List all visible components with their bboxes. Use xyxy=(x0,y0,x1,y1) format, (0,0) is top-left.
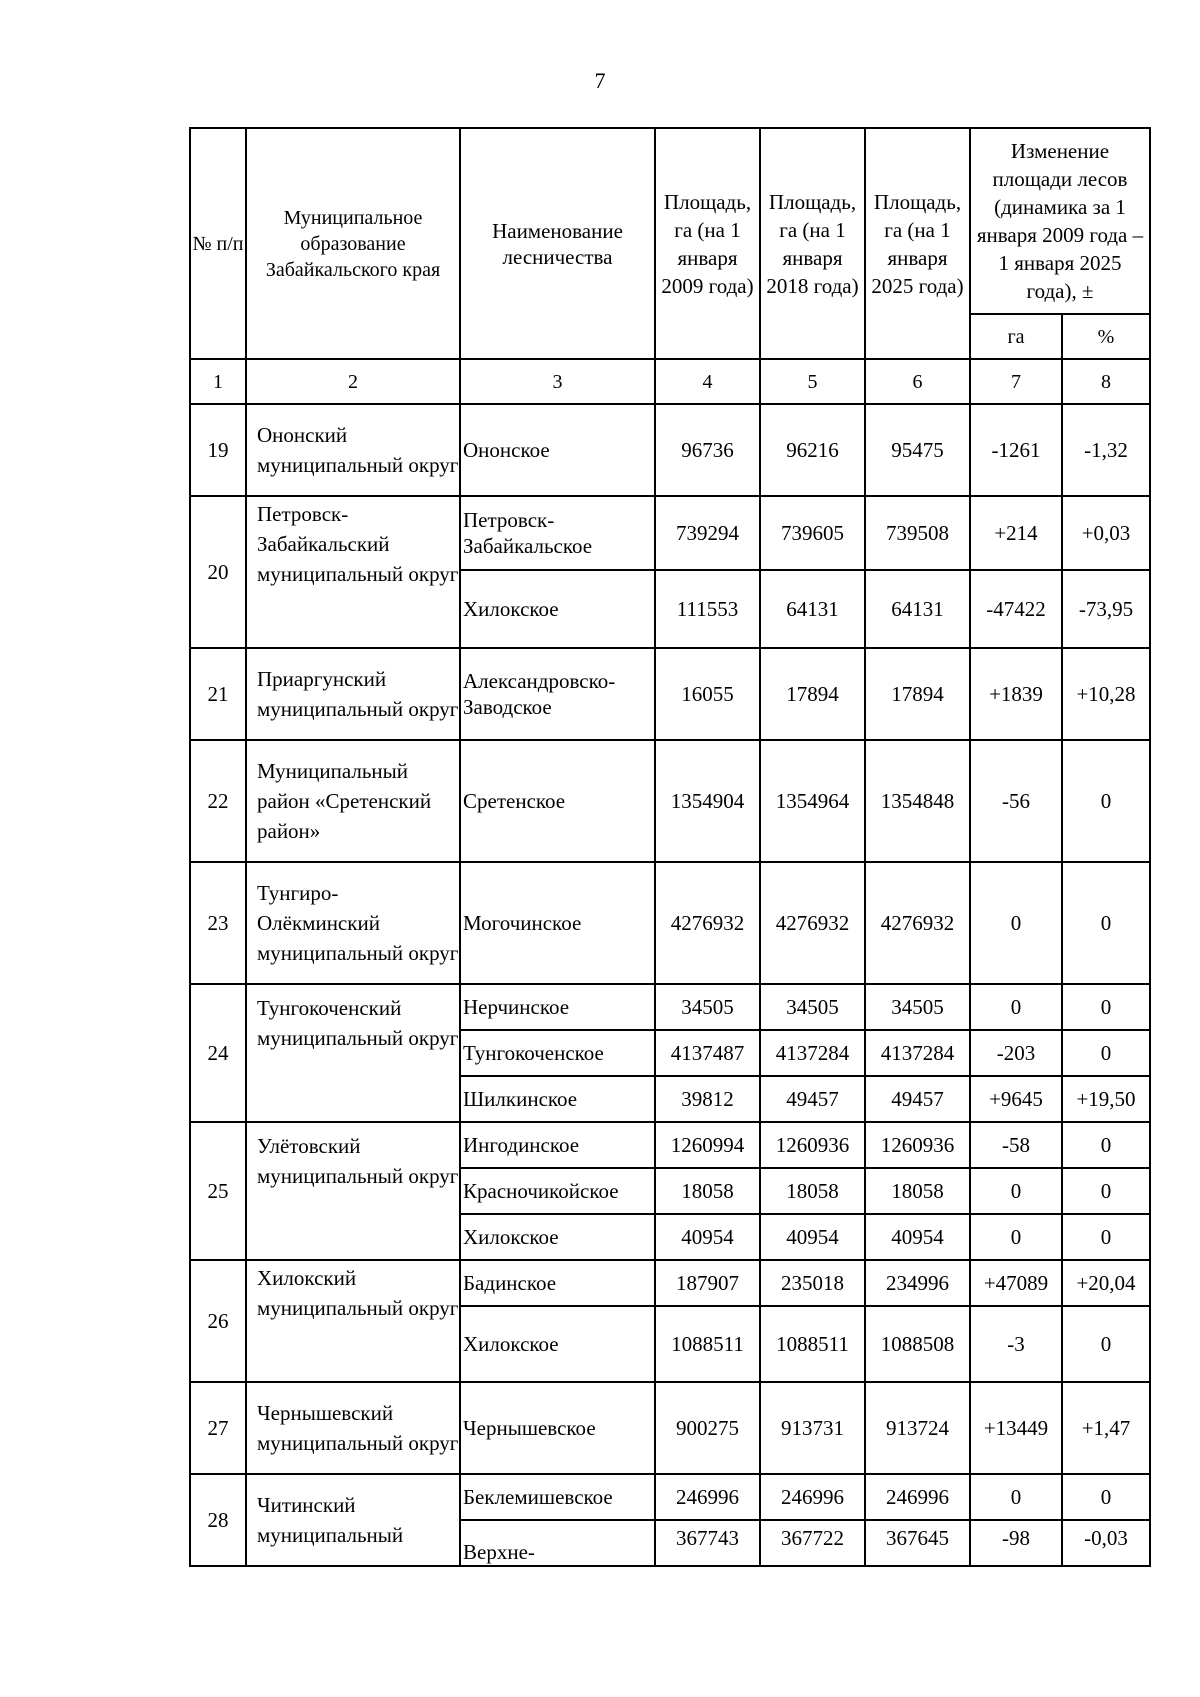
area-2018: 235018 xyxy=(760,1260,865,1306)
forestry-name: Хилокское xyxy=(460,1306,655,1382)
municipality-name: Улётовский муниципальный округ xyxy=(246,1122,460,1260)
change-pct: +20,04 xyxy=(1062,1260,1150,1306)
change-pct: 0 xyxy=(1062,1030,1150,1076)
area-2025: 34505 xyxy=(865,984,970,1030)
column-number: 5 xyxy=(760,359,865,404)
area-2025: 739508 xyxy=(865,496,970,570)
change-ha: 0 xyxy=(970,862,1062,984)
table-row xyxy=(190,862,1150,984)
area-2018: 739605 xyxy=(760,496,865,570)
area-2025: 49457 xyxy=(865,1076,970,1122)
area-2018: 367722 xyxy=(760,1520,865,1566)
change-pct: +1,47 xyxy=(1062,1382,1150,1474)
change-pct: +0,03 xyxy=(1062,496,1150,570)
change-ha: +1839 xyxy=(970,648,1062,740)
area-2018: 18058 xyxy=(760,1168,865,1214)
area-2018: 40954 xyxy=(760,1214,865,1260)
municipality-name: Читинский муниципальный xyxy=(246,1474,460,1566)
header-forestry: Наименование лесничества xyxy=(460,128,655,359)
page-number: 7 xyxy=(594,68,606,93)
forestry-name: Верхне- xyxy=(460,1520,655,1566)
area-2018: 1088511 xyxy=(760,1306,865,1382)
area-2009: 111553 xyxy=(655,570,760,648)
area-2018: 49457 xyxy=(760,1076,865,1122)
change-pct: 0 xyxy=(1062,1306,1150,1382)
change-ha: -47422 xyxy=(970,570,1062,648)
row-number: 25 xyxy=(190,1122,246,1260)
table-row xyxy=(190,1474,1150,1520)
row-number: 23 xyxy=(190,862,246,984)
municipality-name: Муниципальный район «Сретенский район» xyxy=(246,740,460,862)
change-pct: -1,32 xyxy=(1062,404,1150,496)
municipality-name: Чернышевский муниципальный округ xyxy=(246,1382,460,1474)
area-2009: 187907 xyxy=(655,1260,760,1306)
row-number: 19 xyxy=(190,404,246,496)
municipality-name: Тунгиро-Олёкминский муниципальный округ xyxy=(246,862,460,984)
change-ha: 0 xyxy=(970,1214,1062,1260)
area-2025: 1354848 xyxy=(865,740,970,862)
area-2025: 367645 xyxy=(865,1520,970,1566)
change-pct: 0 xyxy=(1062,1168,1150,1214)
forestry-name: Беклемишевское xyxy=(460,1474,655,1520)
table-body xyxy=(190,404,1150,1566)
municipality-name: Хилокский муниципальный округ xyxy=(246,1260,460,1382)
row-number: 27 xyxy=(190,1382,246,1474)
change-ha: 0 xyxy=(970,984,1062,1030)
area-2025: 1260936 xyxy=(865,1122,970,1168)
change-pct: +10,28 xyxy=(1062,648,1150,740)
area-2025: 4137284 xyxy=(865,1030,970,1076)
area-2009: 4137487 xyxy=(655,1030,760,1076)
area-2009: 34505 xyxy=(655,984,760,1030)
area-2018: 1260936 xyxy=(760,1122,865,1168)
row-number: 28 xyxy=(190,1474,246,1566)
area-2025: 40954 xyxy=(865,1214,970,1260)
header-change-pct: % xyxy=(1062,314,1150,359)
table-row xyxy=(190,496,1150,570)
forestry-name: Могочинское xyxy=(460,862,655,984)
header-municipality: Муниципальное образование Забайкальского края xyxy=(246,128,460,359)
table-row xyxy=(190,648,1150,740)
column-number: 7 xyxy=(970,359,1062,404)
column-number: 2 xyxy=(246,359,460,404)
area-2009: 900275 xyxy=(655,1382,760,1474)
change-ha: +214 xyxy=(970,496,1062,570)
area-2018: 4276932 xyxy=(760,862,865,984)
area-2009: 4276932 xyxy=(655,862,760,984)
column-number: 1 xyxy=(190,359,246,404)
municipality-name: Ононский муниципальный округ xyxy=(246,404,460,496)
area-2025: 4276932 xyxy=(865,862,970,984)
change-pct: 0 xyxy=(1062,1474,1150,1520)
column-numbers-row xyxy=(190,359,1150,404)
forest-area-table xyxy=(189,127,1151,1567)
change-ha: -56 xyxy=(970,740,1062,862)
forestry-name: Бадинское xyxy=(460,1260,655,1306)
change-pct: -0,03 xyxy=(1062,1520,1150,1566)
change-ha: -1261 xyxy=(970,404,1062,496)
area-2025: 1088508 xyxy=(865,1306,970,1382)
column-number: 6 xyxy=(865,359,970,404)
forestry-name: Петровск-Забайкальское xyxy=(460,496,655,570)
area-2025: 17894 xyxy=(865,648,970,740)
row-number: 26 xyxy=(190,1260,246,1382)
header-area-2025: Площадь, га (на 1 января 2025 года) xyxy=(865,128,970,359)
area-2009: 246996 xyxy=(655,1474,760,1520)
change-ha: 0 xyxy=(970,1474,1062,1520)
change-pct: 0 xyxy=(1062,1214,1150,1260)
forestry-name: Чернышевское xyxy=(460,1382,655,1474)
table-row xyxy=(190,1122,1150,1168)
change-ha: +47089 xyxy=(970,1260,1062,1306)
change-pct: 0 xyxy=(1062,984,1150,1030)
change-ha: -98 xyxy=(970,1520,1062,1566)
area-2025: 64131 xyxy=(865,570,970,648)
municipality-name: Петровск-Забайкальский муниципальный округ xyxy=(246,496,460,648)
change-ha: +13449 xyxy=(970,1382,1062,1474)
area-2018: 64131 xyxy=(760,570,865,648)
table-row xyxy=(190,404,1150,496)
header-area-2009: Площадь, га (на 1 января 2009 года) xyxy=(655,128,760,359)
area-2025: 18058 xyxy=(865,1168,970,1214)
header-area-2018: Площадь, га (на 1 января 2018 года) xyxy=(760,128,865,359)
area-2009: 1260994 xyxy=(655,1122,760,1168)
forestry-name: Хилокское xyxy=(460,1214,655,1260)
area-2018: 246996 xyxy=(760,1474,865,1520)
area-2018: 17894 xyxy=(760,648,865,740)
municipality-name: Приаргунский муниципальный округ xyxy=(246,648,460,740)
change-pct: 0 xyxy=(1062,1122,1150,1168)
area-2018: 96216 xyxy=(760,404,865,496)
change-pct: 0 xyxy=(1062,740,1150,862)
change-pct: +19,50 xyxy=(1062,1076,1150,1122)
forestry-name: Нерчинское xyxy=(460,984,655,1030)
column-number: 8 xyxy=(1062,359,1150,404)
area-2009: 1354904 xyxy=(655,740,760,862)
area-2009: 1088511 xyxy=(655,1306,760,1382)
header-number: № п/п xyxy=(190,128,246,359)
forestry-name: Ингодинское xyxy=(460,1122,655,1168)
area-2018: 34505 xyxy=(760,984,865,1030)
area-2009: 39812 xyxy=(655,1076,760,1122)
forestry-name: Ононское xyxy=(460,404,655,496)
forestry-name: Сретенское xyxy=(460,740,655,862)
row-number: 20 xyxy=(190,496,246,648)
area-2009: 96736 xyxy=(655,404,760,496)
area-2009: 18058 xyxy=(655,1168,760,1214)
forestry-name: Александровско-Заводское xyxy=(460,648,655,740)
change-ha: -203 xyxy=(970,1030,1062,1076)
municipality-name: Тунгокоченский муниципальный округ xyxy=(246,984,460,1122)
forestry-name: Хилокское xyxy=(460,570,655,648)
row-number: 24 xyxy=(190,984,246,1122)
table-row xyxy=(190,1260,1150,1306)
area-2009: 739294 xyxy=(655,496,760,570)
area-2018: 1354964 xyxy=(760,740,865,862)
forestry-name: Шилкинское xyxy=(460,1076,655,1122)
area-2018: 913731 xyxy=(760,1382,865,1474)
area-2018: 4137284 xyxy=(760,1030,865,1076)
change-pct: -73,95 xyxy=(1062,570,1150,648)
change-pct: 0 xyxy=(1062,862,1150,984)
forestry-name: Красночикойское xyxy=(460,1168,655,1214)
header-change: Изменение площади лесов (динамика за 1 января 2009 года – 1 января 2025 года), ± xyxy=(970,128,1150,314)
area-2025: 95475 xyxy=(865,404,970,496)
column-number: 3 xyxy=(460,359,655,404)
column-number: 4 xyxy=(655,359,760,404)
area-2009: 40954 xyxy=(655,1214,760,1260)
table-header xyxy=(190,128,1150,404)
area-2025: 234996 xyxy=(865,1260,970,1306)
area-2025: 246996 xyxy=(865,1474,970,1520)
header-change-ha: га xyxy=(970,314,1062,359)
change-ha: +9645 xyxy=(970,1076,1062,1122)
change-ha: -58 xyxy=(970,1122,1062,1168)
row-number: 22 xyxy=(190,740,246,862)
area-2009: 16055 xyxy=(655,648,760,740)
change-ha: -3 xyxy=(970,1306,1062,1382)
table-row xyxy=(190,1382,1150,1474)
forestry-name: Тунгокоченское xyxy=(460,1030,655,1076)
area-2009: 367743 xyxy=(655,1520,760,1566)
table-row xyxy=(190,740,1150,862)
row-number: 21 xyxy=(190,648,246,740)
change-ha: 0 xyxy=(970,1168,1062,1214)
table-row xyxy=(190,984,1150,1030)
area-2025: 913724 xyxy=(865,1382,970,1474)
